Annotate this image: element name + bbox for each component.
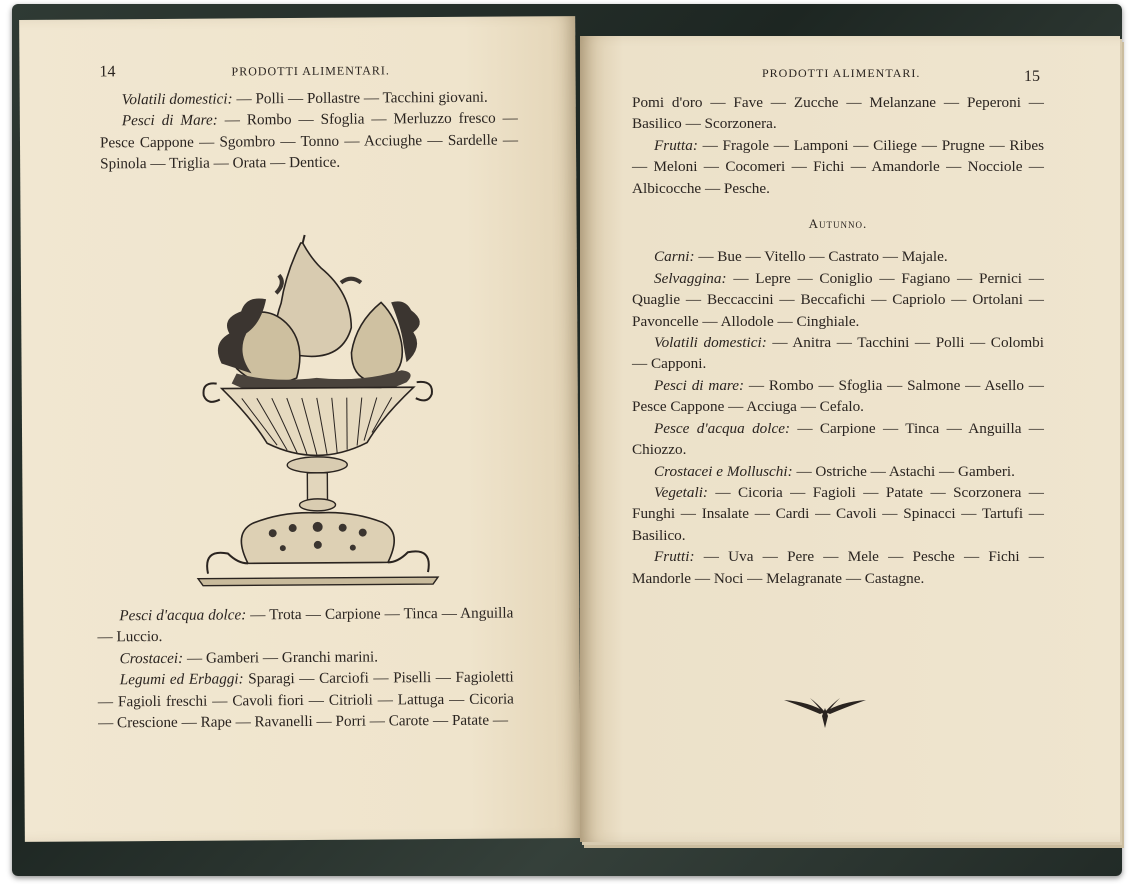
paragraph [632, 461, 1044, 482]
paragraph [100, 86, 518, 110]
category-items: Sparagi — Carciofi — Piselli — Fagioletti — Fagioli freschi — Cavoli fiori — Citrioli — Lattuga — Cicoria — Crescione — Rape — Ravanelli — Porri — Carote — Patate — [97, 668, 514, 732]
fruit-bowl-illustration [191, 232, 444, 604]
running-header-left: PRODOTTI ALIMENTARI. [231, 63, 390, 79]
running-header-right: PRODOTTI ALIMENTARI. [762, 66, 921, 80]
fleuron-ornament [780, 694, 870, 730]
paragraph [632, 375, 1044, 418]
category-label: Pesci di mare: [654, 376, 745, 394]
category-items: — Uva — Pere — Mele — Pesche — Fichi — Mandorle — Noci — Melagranate — Castagne. [632, 548, 1044, 587]
category-items: — Polli — Pollastre — Tacchini giovani. [232, 88, 488, 108]
category-label: Pesci d'acqua dolce: [119, 606, 247, 625]
category-items: — Carpione — Tinca — Anguilla — Chiozzo. [632, 419, 1044, 459]
category-items: — Rombo — Sfoglia — Salmone — Asello — Pesce Cappone — Acciuga — Cefalo. [632, 376, 1044, 416]
category-label: Selvaggina: [654, 269, 727, 287]
category-label: Crostacei: [119, 649, 184, 668]
paragraph [98, 645, 514, 669]
paragraph [98, 667, 514, 734]
category-items: — Trota — Carpione — Tinca — Anguilla — Luccio. [97, 604, 514, 646]
left-top-text [100, 86, 519, 175]
category-items: — Ostriche — Astachi — Gamberi. [792, 462, 1015, 480]
paragraph [632, 546, 1044, 589]
section-title: Autunno. [808, 216, 868, 232]
category-label: Frutta: [654, 136, 698, 154]
category-label: Pesce d'acqua dolce: [654, 419, 791, 437]
paragraph [97, 603, 513, 649]
category-label: Carni: [654, 248, 695, 266]
category-label: Volatili domestici: [121, 90, 233, 109]
category-label: Vegetali: [654, 483, 708, 501]
category-items: — Anitra — Tacchini — Polli — Colombi — Capponi. [632, 334, 1044, 373]
page-number-left: 14 [99, 63, 116, 81]
category-label: Frutti: [654, 548, 695, 566]
right-text [632, 92, 1044, 589]
paragraph [632, 332, 1044, 375]
category-items: — Fragole — Lamponi — Ciliege — Prugne — Ribes — Meloni — Cocomeri — Fichi — Amandorle — Nocciole — Albicocche — Pesche. [632, 136, 1044, 197]
category-items: — Rombo — Sfoglia — Merluzzo fresco — Pesce Cappone — Sgombro — Tonno — Acciughe — Sardelle — Spinola — Triglia — Orata — Dentice. [99, 109, 519, 173]
left-page [19, 16, 581, 842]
right-page [580, 36, 1120, 842]
paragraph [632, 268, 1044, 332]
paragraph [632, 135, 1044, 199]
category-items: — Bue — Vitello — Castrato — Majale. [694, 248, 948, 266]
category-label: Pesci di Mare: [121, 111, 218, 130]
page-number-right: 15 [1024, 68, 1040, 85]
paragraph [632, 246, 1044, 267]
category-items: — Lepre — Coniglio — Fagiano — Pernici — Quaglie — Beccaccini — Beccafichi — Capriolo — Ortolani — Pavoncelle — Allodole — Cinghiale. [632, 269, 1044, 330]
paragraph [632, 482, 1044, 546]
category-label: Volatili domestici: [654, 334, 767, 352]
paragraph [632, 418, 1044, 461]
paragraph [100, 108, 518, 175]
category-label: Crostacei e Molluschi: [654, 462, 793, 480]
continuation-line: Pomi d'oro — Fave — Zucche — Melanzane — Peperoni — Basilico — Scorzonera. [632, 94, 1044, 133]
category-items: — Gamberi — Granchi marini. [183, 648, 379, 667]
category-label: Legumi ed Erbaggi: [119, 670, 244, 689]
left-bottom-text [97, 603, 514, 734]
category-items: — Cicoria — Fagioli — Patate — Scorzonera — Funghi — Insalate — Cardi — Cavoli — Spinacci — Tartufi — Basilico. [632, 483, 1044, 544]
